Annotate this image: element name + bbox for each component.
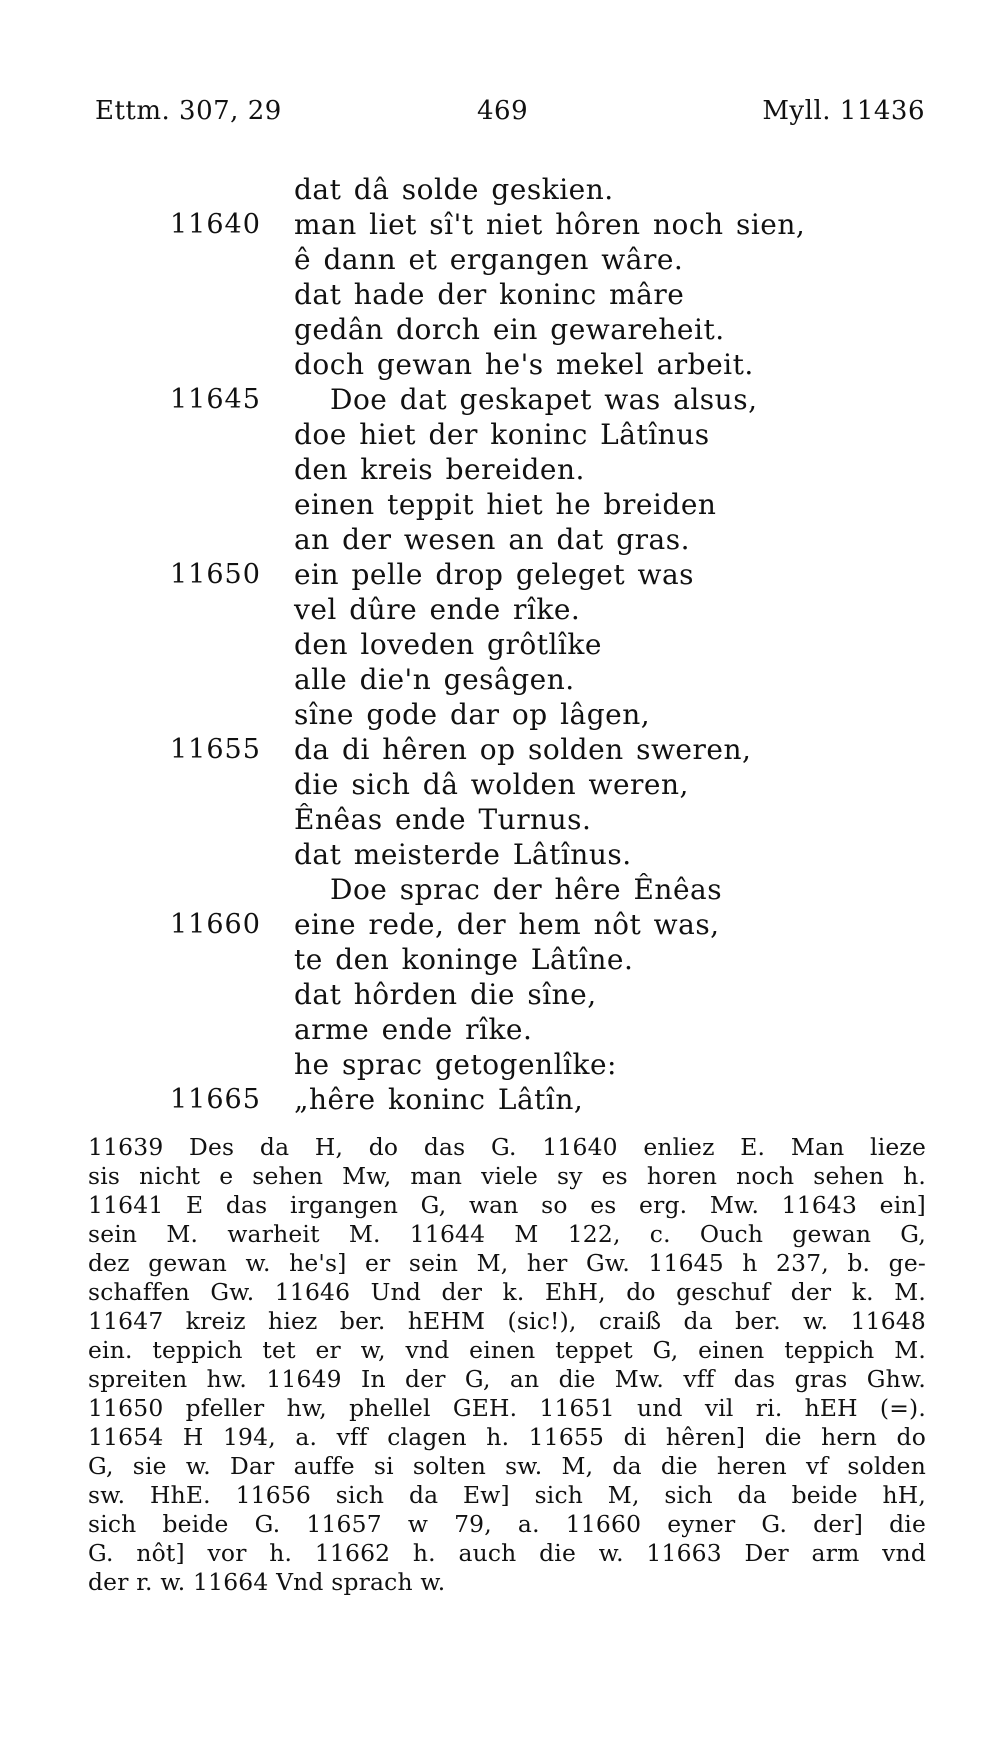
verse-line bbox=[0, 417, 1000, 452]
apparatus-line: sw. HhE. 11656 sich da Ew] sich M, sich da beide hH, bbox=[88, 1481, 926, 1509]
verse-line bbox=[0, 697, 1000, 732]
apparatus-line: sis nicht e sehen Mw, man viele sy es horen noch sehen h. bbox=[88, 1162, 926, 1190]
verse-number: 11640 bbox=[170, 209, 261, 240]
apparatus-line: sich beide G. 11657 w 79, a. 11660 eyner G. der] die bbox=[88, 1510, 926, 1538]
verse-text: Ênêas ende Turnus. bbox=[294, 803, 592, 836]
verse-line bbox=[0, 732, 1000, 767]
verse-number: 11645 bbox=[170, 384, 261, 415]
verse-line bbox=[0, 1047, 1000, 1082]
verse-line bbox=[0, 242, 1000, 277]
verse-number: 11660 bbox=[170, 909, 261, 940]
apparatus-line: sein M. warheit M. 11644 M 122, c. Ouch gewan G, bbox=[88, 1220, 926, 1248]
verse-line bbox=[0, 977, 1000, 1012]
verse-text: gedân dorch ein gewareheit. bbox=[294, 313, 725, 346]
verse-text: te den koninge Lâtîne. bbox=[294, 943, 634, 976]
verse-text: ê dann et ergangen wâre. bbox=[294, 243, 684, 276]
verse-line bbox=[0, 1012, 1000, 1047]
verse-text: dat hôrden die sîne, bbox=[294, 978, 597, 1011]
verse-line bbox=[0, 662, 1000, 697]
verse-line bbox=[0, 487, 1000, 522]
verse-line bbox=[0, 347, 1000, 382]
verse-text: Doe dat geskapet was alsus, bbox=[330, 383, 758, 416]
apparatus-line: 11639 Des da H, do das G. 11640 enliez E. Man lieze bbox=[88, 1133, 926, 1161]
apparatus-line: 11654 H 194, a. vff clagen h. 11655 di hêren] die hern do bbox=[88, 1423, 926, 1451]
verse-line bbox=[0, 207, 1000, 242]
verse-text: ein pelle drop geleget was bbox=[294, 558, 695, 591]
verse-line bbox=[0, 172, 1000, 207]
verse-text: den loveden grôtlîke bbox=[294, 628, 602, 661]
apparatus-line: G, sie w. Dar auffe si solten sw. M, da die heren vf solden bbox=[88, 1452, 926, 1480]
verse-line bbox=[0, 802, 1000, 837]
verse-text: eine rede, der hem nôt was, bbox=[294, 908, 720, 941]
verse-text: arme ende rîke. bbox=[294, 1013, 533, 1046]
verse-number: 11650 bbox=[170, 559, 261, 590]
verse-line bbox=[0, 767, 1000, 802]
apparatus-line: schaffen Gw. 11646 Und der k. EhH, do geschuf der k. M. bbox=[88, 1278, 926, 1306]
verse-text: die sich dâ wolden weren, bbox=[294, 768, 689, 801]
apparatus-line: 11647 kreiz hiez ber. hEHM (sic!), craiß da ber. w. 11648 bbox=[88, 1307, 926, 1335]
header-right: Myll. 11436 bbox=[762, 96, 925, 126]
verse-text: da di hêren op solden sweren, bbox=[294, 733, 752, 766]
verse-text: dat dâ solde geskien. bbox=[294, 173, 614, 206]
verse-text: sîne gode dar op lâgen, bbox=[294, 698, 651, 731]
verse-line bbox=[0, 1082, 1000, 1117]
verse-text-block bbox=[0, 172, 1000, 1117]
verse-line bbox=[0, 557, 1000, 592]
apparatus-line: 11650 pfeller hw, phellel GEH. 11651 und vil ri. hEH (=). bbox=[88, 1394, 926, 1422]
verse-text: „hêre koninc Lâtîn, bbox=[294, 1083, 584, 1116]
verse-line bbox=[0, 382, 1000, 417]
apparatus-line: spreiten hw. 11649 In der G, an die Mw. vff das gras Ghw. bbox=[88, 1365, 926, 1393]
verse-line bbox=[0, 872, 1000, 907]
apparatus-line: dez gewan w. he's] er sein M, her Gw. 11645 h 237, b. ge- bbox=[88, 1249, 926, 1277]
verse-text: einen teppit hiet he breiden bbox=[294, 488, 717, 521]
header-left: Ettm. 307, 29 bbox=[95, 96, 282, 126]
verse-line bbox=[0, 277, 1000, 312]
verse-line bbox=[0, 942, 1000, 977]
verse-number: 11665 bbox=[170, 1084, 261, 1115]
verse-line bbox=[0, 522, 1000, 557]
verse-text: dat meisterde Lâtînus. bbox=[294, 838, 632, 871]
verse-line bbox=[0, 907, 1000, 942]
verse-text: dat hade der koninc mâre bbox=[294, 278, 685, 311]
verse-text: man liet sî't niet hôren noch sien, bbox=[294, 208, 806, 241]
verse-line bbox=[0, 837, 1000, 872]
verse-text: Doe sprac der hêre Ênêas bbox=[330, 873, 723, 906]
verse-number: 11655 bbox=[170, 734, 261, 765]
page-number: 469 bbox=[477, 96, 529, 126]
verse-line bbox=[0, 627, 1000, 662]
verse-text: doch gewan he's mekel arbeit. bbox=[294, 348, 754, 381]
apparatus-line: der r. w. 11664 Vnd sprach w. bbox=[88, 1568, 446, 1596]
apparatus-line: 11641 E das irgangen G, wan so es erg. Mw. 11643 ein] bbox=[88, 1191, 926, 1219]
verse-line bbox=[0, 592, 1000, 627]
critical-apparatus bbox=[88, 1133, 926, 1597]
verse-line bbox=[0, 452, 1000, 487]
apparatus-line: G. nôt] vor h. 11662 h. auch die w. 11663 Der arm vnd bbox=[88, 1539, 926, 1567]
apparatus-line: ein. teppich tet er w, vnd einen teppet G, einen teppich M. bbox=[88, 1336, 926, 1364]
verse-text: vel dûre ende rîke. bbox=[294, 593, 581, 626]
verse-line bbox=[0, 312, 1000, 347]
verse-text: den kreis bereiden. bbox=[294, 453, 585, 486]
verse-text: he sprac getogenlîke: bbox=[294, 1048, 617, 1081]
running-header bbox=[95, 96, 925, 136]
verse-text: alle die'n gesâgen. bbox=[294, 663, 575, 696]
verse-text: an der wesen an dat gras. bbox=[294, 523, 690, 556]
verse-text: doe hiet der koninc Lâtînus bbox=[294, 418, 710, 451]
